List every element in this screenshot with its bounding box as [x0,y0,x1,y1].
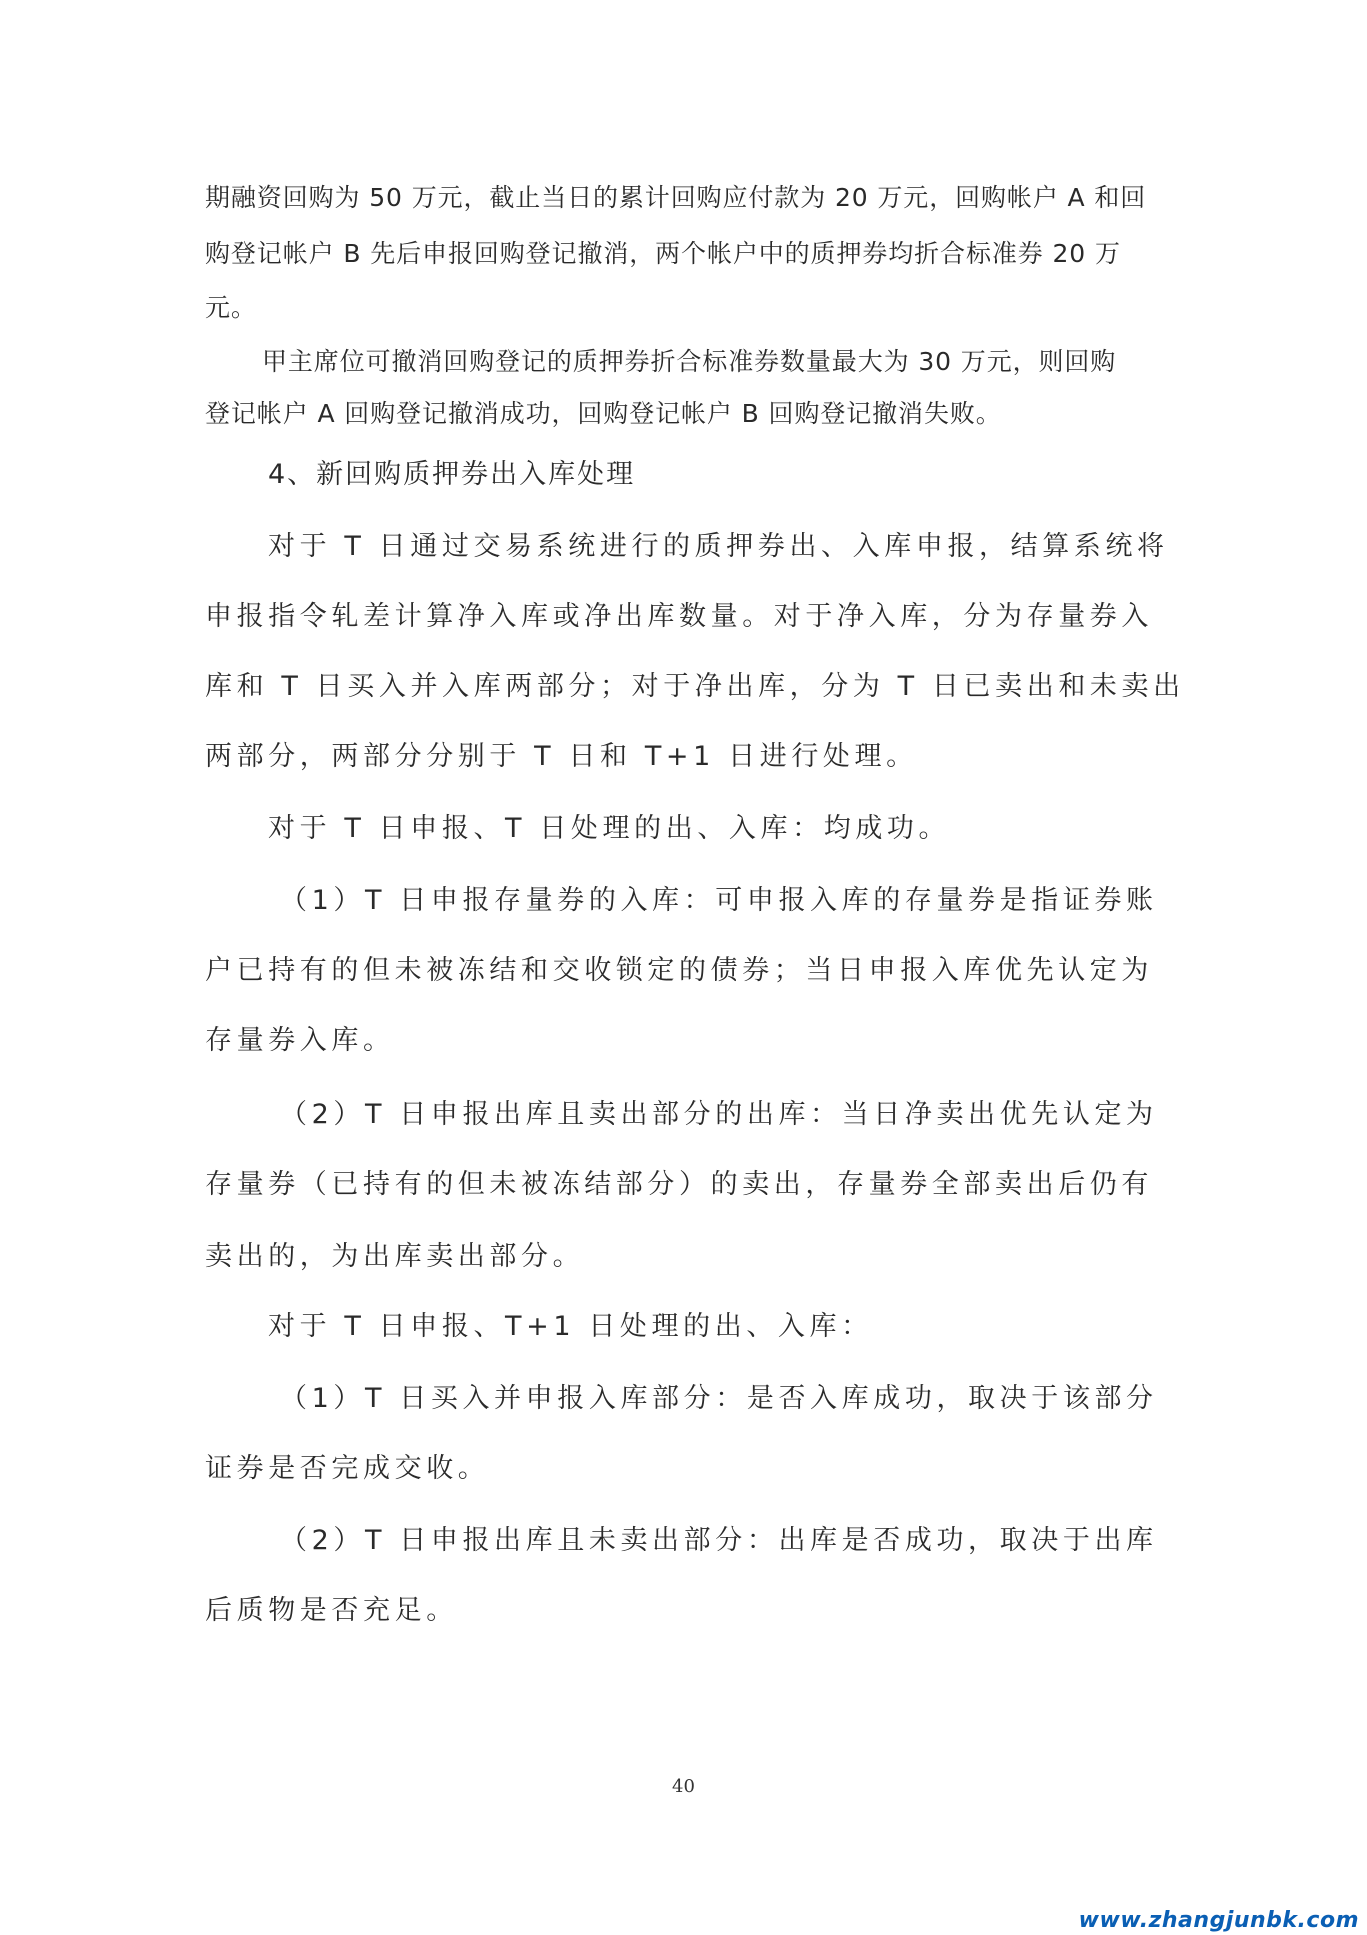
text-line: 库和 T 日买入并入库两部分；对于净出库，分为 T 日已卖出和未卖出 [205,671,1185,702]
text-line: 购登记帐户 B 先后申报回购登记撤消，两个帐户中的质押券均折合标准券 20 万 [205,239,1121,268]
text-line: 存量券（已持有的但未被冻结部分）的卖出，存量券全部卖出后仍有 [205,1169,1153,1200]
text-line: 期融资回购为 50 万元，截止当日的累计回购应付款为 20 万元，回购帐户 A 和回 [205,183,1147,212]
page-number: 40 [672,1776,695,1797]
text-line: 证券是否完成交收。 [205,1453,490,1484]
text-line: （1）T 日申报存量券的入库：可申报入库的存量券是指证券账 [280,885,1158,916]
text-line: 对于 T 日申报、T+1 日处理的出、入库： [268,1311,873,1342]
text-line: 户已持有的但未被冻结和交收锁定的债券；当日申报入库优先认定为 [205,955,1153,986]
text-line: （2）T 日申报出库且卖出部分的出库：当日净卖出优先认定为 [280,1099,1158,1130]
text-line: （1）T 日买入并申报入库部分：是否入库成功，取决于该部分 [280,1383,1158,1414]
text-line: 登记帐户 A 回购登记撤消成功，回购登记帐户 B 回购登记撤消失败。 [205,399,1002,428]
text-line: 元。 [205,293,257,322]
text-line: 对于 T 日申报、T 日处理的出、入库：均成功。 [268,813,951,844]
text-line: 存量券入库。 [205,1025,395,1056]
text-line: 卖出的，为出库卖出部分。 [205,1241,585,1272]
watermark-link[interactable]: www.zhangjunbk.com [1078,1908,1359,1933]
text-line: 申报指令轧差计算净入库或净出库数量。对于净入库，分为存量券入 [205,601,1153,632]
text-line: 后质物是否充足。 [205,1595,458,1626]
text-line: 对于 T 日通过交易系统进行的质押券出、入库申报，结算系统将 [268,531,1169,562]
text-line: 两部分，两部分分别于 T 日和 T+1 日进行处理。 [205,741,918,772]
text-line: （2）T 日申报出库且未卖出部分：出库是否成功，取决于出库 [280,1525,1158,1556]
section-heading: 4、新回购质押券出入库处理 [268,459,636,490]
text-line: 甲主席位可撤消回购登记的质押券折合标准券数量最大为 30 万元，则回购 [262,347,1117,376]
